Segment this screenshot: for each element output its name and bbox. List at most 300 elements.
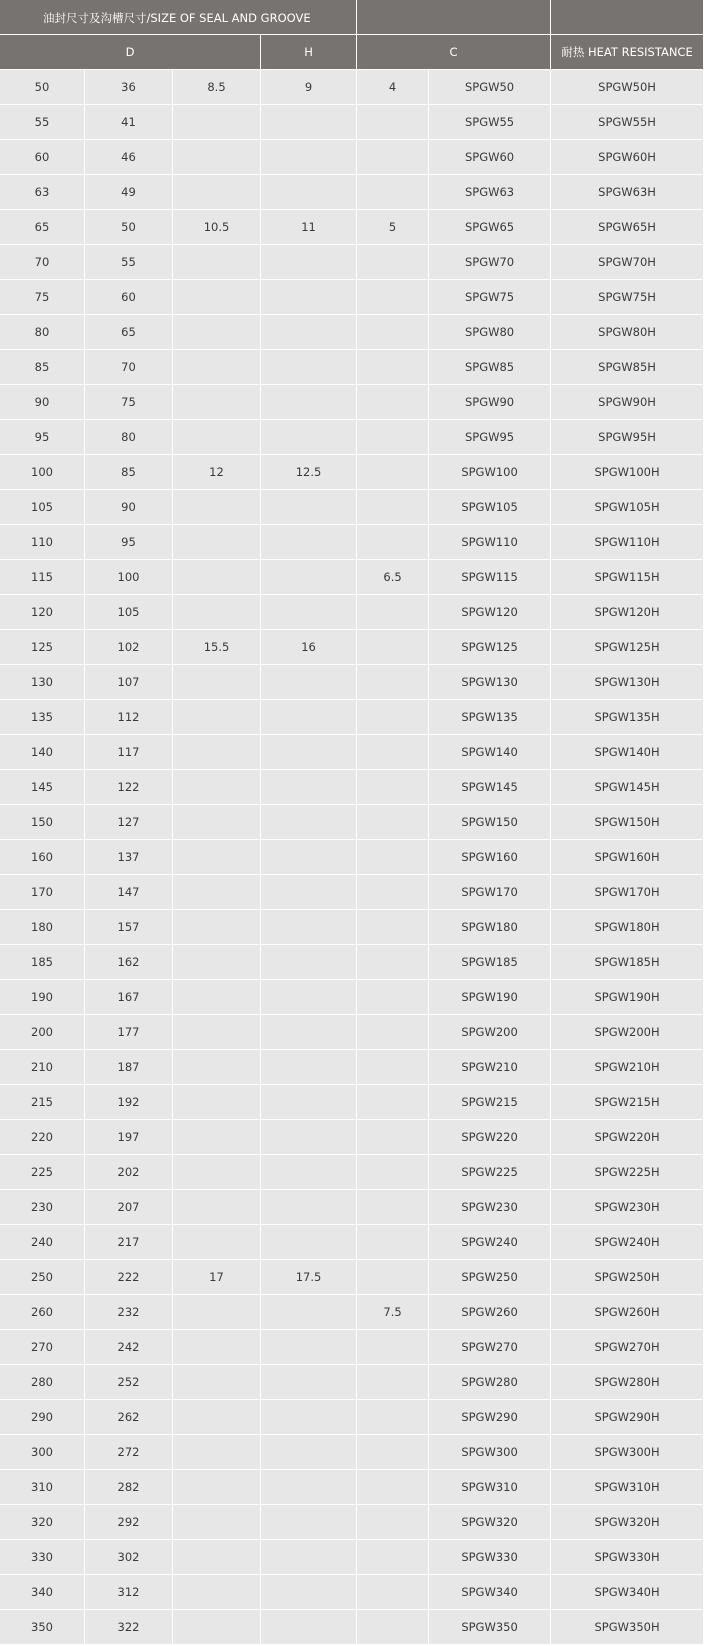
cell-col4: 16 [261, 630, 357, 665]
cell-col3 [173, 1225, 261, 1260]
table-row [0, 175, 704, 210]
cell-col1: 230 [0, 1190, 85, 1225]
cell-col3 [173, 1085, 261, 1120]
cell-col2: 112 [85, 700, 173, 735]
cell-col4 [261, 1505, 357, 1540]
cell-col2: 107 [85, 665, 173, 700]
cell-col1: 110 [0, 525, 85, 560]
cell-part-number: SPGW225 [429, 1155, 551, 1190]
cell-heat-part-number: SPGW300H [551, 1435, 704, 1470]
cell-col4: 11 [261, 210, 357, 245]
cell-col5 [357, 770, 429, 805]
cell-col5 [357, 350, 429, 385]
cell-col4 [261, 595, 357, 630]
table-row [0, 420, 704, 455]
table-row [0, 280, 704, 315]
cell-col1: 290 [0, 1400, 85, 1435]
cell-part-number: SPGW120 [429, 595, 551, 630]
cell-col5 [357, 175, 429, 210]
cell-col1: 85 [0, 350, 85, 385]
table-row [0, 1365, 704, 1400]
cell-col1: 80 [0, 315, 85, 350]
cell-col3 [173, 1400, 261, 1435]
cell-col3 [173, 1120, 261, 1155]
cell-col2: 217 [85, 1225, 173, 1260]
cell-col5 [357, 1575, 429, 1610]
table-row [0, 770, 704, 805]
cell-heat-part-number: SPGW320H [551, 1505, 704, 1540]
cell-heat-part-number: SPGW120H [551, 595, 704, 630]
cell-col4 [261, 1470, 357, 1505]
cell-col5 [357, 595, 429, 630]
cell-col5 [357, 945, 429, 980]
cell-col1: 145 [0, 770, 85, 805]
cell-col2: 85 [85, 455, 173, 490]
cell-col1: 170 [0, 875, 85, 910]
table-row [0, 1610, 704, 1645]
cell-col3 [173, 840, 261, 875]
cell-heat-part-number: SPGW80H [551, 315, 704, 350]
cell-col5 [357, 1085, 429, 1120]
cell-col3 [173, 1470, 261, 1505]
cell-col3 [173, 1050, 261, 1085]
cell-col3 [173, 525, 261, 560]
cell-col2: 197 [85, 1120, 173, 1155]
cell-heat-part-number: SPGW350H [551, 1610, 704, 1645]
cell-col1: 135 [0, 700, 85, 735]
cell-heat-part-number: SPGW145H [551, 770, 704, 805]
cell-col3: 12 [173, 455, 261, 490]
cell-col3 [173, 1505, 261, 1540]
cell-part-number: SPGW150 [429, 805, 551, 840]
table-row [0, 1190, 704, 1225]
cell-col5 [357, 1015, 429, 1050]
table-row [0, 140, 704, 175]
cell-part-number: SPGW140 [429, 735, 551, 770]
table-row [0, 1085, 704, 1120]
table-row [0, 315, 704, 350]
cell-col5: 5 [357, 210, 429, 245]
cell-col2: 137 [85, 840, 173, 875]
cell-col4 [261, 1540, 357, 1575]
table-title: 油封尺寸及沟槽尺寸/SIZE OF SEAL AND GROOVE [0, 0, 357, 35]
column-header-h: H [261, 35, 357, 70]
cell-col2: 41 [85, 105, 173, 140]
cell-part-number: SPGW80 [429, 315, 551, 350]
cell-heat-part-number: SPGW340H [551, 1575, 704, 1610]
cell-col2: 80 [85, 420, 173, 455]
cell-col5 [357, 1505, 429, 1540]
cell-col1: 240 [0, 1225, 85, 1260]
cell-heat-part-number: SPGW280H [551, 1365, 704, 1400]
cell-heat-part-number: SPGW60H [551, 140, 704, 175]
cell-heat-part-number: SPGW170H [551, 875, 704, 910]
cell-col4 [261, 560, 357, 595]
cell-heat-part-number: SPGW65H [551, 210, 704, 245]
cell-part-number: SPGW170 [429, 875, 551, 910]
table-row [0, 875, 704, 910]
cell-col3 [173, 700, 261, 735]
cell-col2: 49 [85, 175, 173, 210]
cell-col2: 127 [85, 805, 173, 840]
cell-heat-part-number: SPGW90H [551, 385, 704, 420]
cell-part-number: SPGW240 [429, 1225, 551, 1260]
cell-col4 [261, 910, 357, 945]
cell-col1: 185 [0, 945, 85, 980]
cell-col5 [357, 1435, 429, 1470]
cell-col2: 202 [85, 1155, 173, 1190]
cell-col5 [357, 105, 429, 140]
table-row [0, 630, 704, 665]
table-row [0, 105, 704, 140]
cell-part-number: SPGW350 [429, 1610, 551, 1645]
cell-part-number: SPGW130 [429, 665, 551, 700]
cell-part-number: SPGW63 [429, 175, 551, 210]
cell-part-number: SPGW180 [429, 910, 551, 945]
cell-col4 [261, 315, 357, 350]
cell-part-number: SPGW110 [429, 525, 551, 560]
cell-col1: 350 [0, 1610, 85, 1645]
cell-part-number: SPGW215 [429, 1085, 551, 1120]
cell-col4 [261, 980, 357, 1015]
table-title-row [0, 0, 704, 35]
table-row [0, 1470, 704, 1505]
cell-col3 [173, 490, 261, 525]
cell-col1: 300 [0, 1435, 85, 1470]
cell-part-number: SPGW135 [429, 700, 551, 735]
cell-col5 [357, 1610, 429, 1645]
cell-col4 [261, 1155, 357, 1190]
cell-col1: 220 [0, 1120, 85, 1155]
cell-col5 [357, 1225, 429, 1260]
cell-heat-part-number: SPGW160H [551, 840, 704, 875]
cell-col3 [173, 910, 261, 945]
cell-col5 [357, 1050, 429, 1085]
cell-col4 [261, 770, 357, 805]
cell-col1: 320 [0, 1505, 85, 1540]
cell-heat-part-number: SPGW230H [551, 1190, 704, 1225]
cell-heat-part-number: SPGW70H [551, 245, 704, 280]
cell-part-number: SPGW190 [429, 980, 551, 1015]
table-row [0, 1260, 704, 1295]
cell-col4 [261, 735, 357, 770]
cell-part-number: SPGW60 [429, 140, 551, 175]
cell-col2: 232 [85, 1295, 173, 1330]
table-row [0, 945, 704, 980]
cell-heat-part-number: SPGW260H [551, 1295, 704, 1330]
cell-col5 [357, 1330, 429, 1365]
cell-col1: 50 [0, 70, 85, 105]
cell-col3 [173, 1190, 261, 1225]
cell-heat-part-number: SPGW200H [551, 1015, 704, 1050]
cell-col3 [173, 945, 261, 980]
cell-col3 [173, 980, 261, 1015]
cell-col5 [357, 875, 429, 910]
cell-col5 [357, 840, 429, 875]
cell-col4 [261, 945, 357, 980]
cell-col2: 187 [85, 1050, 173, 1085]
cell-col2: 100 [85, 560, 173, 595]
cell-col1: 140 [0, 735, 85, 770]
cell-col1: 310 [0, 1470, 85, 1505]
column-header-row [0, 35, 704, 70]
cell-col5 [357, 490, 429, 525]
table-row [0, 840, 704, 875]
cell-heat-part-number: SPGW55H [551, 105, 704, 140]
table-row [0, 385, 704, 420]
cell-heat-part-number: SPGW290H [551, 1400, 704, 1435]
cell-col4: 12.5 [261, 455, 357, 490]
cell-col3: 15.5 [173, 630, 261, 665]
cell-col5 [357, 1470, 429, 1505]
cell-col5 [357, 420, 429, 455]
cell-heat-part-number: SPGW85H [551, 350, 704, 385]
table-row [0, 70, 704, 105]
cell-col5 [357, 1260, 429, 1295]
cell-heat-part-number: SPGW105H [551, 490, 704, 525]
cell-col3 [173, 245, 261, 280]
cell-col2: 222 [85, 1260, 173, 1295]
table-row [0, 1155, 704, 1190]
cell-part-number: SPGW125 [429, 630, 551, 665]
cell-col4 [261, 1330, 357, 1365]
cell-col2: 242 [85, 1330, 173, 1365]
cell-col1: 120 [0, 595, 85, 630]
cell-col1: 115 [0, 560, 85, 595]
cell-heat-part-number: SPGW63H [551, 175, 704, 210]
cell-heat-part-number: SPGW115H [551, 560, 704, 595]
cell-col3 [173, 105, 261, 140]
cell-col3 [173, 350, 261, 385]
cell-col2: 55 [85, 245, 173, 280]
cell-col2: 60 [85, 280, 173, 315]
cell-col5 [357, 385, 429, 420]
cell-heat-part-number: SPGW240H [551, 1225, 704, 1260]
table-row [0, 1400, 704, 1435]
cell-col2: 177 [85, 1015, 173, 1050]
cell-col2: 157 [85, 910, 173, 945]
cell-col4 [261, 385, 357, 420]
cell-col3 [173, 315, 261, 350]
cell-col1: 280 [0, 1365, 85, 1400]
cell-col2: 312 [85, 1575, 173, 1610]
cell-col2: 46 [85, 140, 173, 175]
cell-col1: 125 [0, 630, 85, 665]
cell-col4 [261, 665, 357, 700]
cell-col3 [173, 875, 261, 910]
cell-col4 [261, 875, 357, 910]
cell-col3 [173, 735, 261, 770]
cell-col5 [357, 525, 429, 560]
cell-col5 [357, 455, 429, 490]
cell-col5 [357, 805, 429, 840]
cell-col5 [357, 315, 429, 350]
cell-col5 [357, 735, 429, 770]
cell-heat-part-number: SPGW130H [551, 665, 704, 700]
cell-col3 [173, 280, 261, 315]
table-row [0, 1330, 704, 1365]
table-row [0, 1225, 704, 1260]
cell-col1: 160 [0, 840, 85, 875]
cell-col3 [173, 385, 261, 420]
cell-col3 [173, 560, 261, 595]
cell-col3 [173, 1540, 261, 1575]
cell-col1: 200 [0, 1015, 85, 1050]
cell-part-number: SPGW330 [429, 1540, 551, 1575]
cell-col2: 167 [85, 980, 173, 1015]
cell-col1: 260 [0, 1295, 85, 1330]
cell-col4: 17.5 [261, 1260, 357, 1295]
cell-col1: 75 [0, 280, 85, 315]
cell-part-number: SPGW230 [429, 1190, 551, 1225]
cell-col4: 9 [261, 70, 357, 105]
table-row [0, 525, 704, 560]
cell-col4 [261, 1610, 357, 1645]
cell-col5: 6.5 [357, 560, 429, 595]
cell-col4 [261, 1085, 357, 1120]
cell-col2: 95 [85, 525, 173, 560]
cell-col1: 100 [0, 455, 85, 490]
cell-part-number: SPGW250 [429, 1260, 551, 1295]
cell-heat-part-number: SPGW220H [551, 1120, 704, 1155]
cell-col2: 302 [85, 1540, 173, 1575]
cell-col3 [173, 1575, 261, 1610]
cell-part-number: SPGW90 [429, 385, 551, 420]
cell-col1: 215 [0, 1085, 85, 1120]
cell-col2: 65 [85, 315, 173, 350]
cell-col4 [261, 1400, 357, 1435]
table-row [0, 980, 704, 1015]
table-row [0, 245, 704, 280]
cell-col4 [261, 1295, 357, 1330]
cell-col1: 70 [0, 245, 85, 280]
table-row [0, 1120, 704, 1155]
cell-col2: 262 [85, 1400, 173, 1435]
table-row [0, 595, 704, 630]
cell-col2: 322 [85, 1610, 173, 1645]
cell-part-number: SPGW95 [429, 420, 551, 455]
cell-col4 [261, 490, 357, 525]
cell-col3 [173, 1610, 261, 1645]
cell-col4 [261, 105, 357, 140]
table-row [0, 490, 704, 525]
cell-col5 [357, 1540, 429, 1575]
header-blank-cell [357, 0, 551, 35]
cell-part-number: SPGW185 [429, 945, 551, 980]
cell-part-number: SPGW260 [429, 1295, 551, 1330]
cell-col5 [357, 1190, 429, 1225]
cell-col4 [261, 525, 357, 560]
cell-heat-part-number: SPGW225H [551, 1155, 704, 1190]
table-row [0, 910, 704, 945]
cell-col1: 105 [0, 490, 85, 525]
table-row [0, 350, 704, 385]
cell-col2: 117 [85, 735, 173, 770]
cell-heat-part-number: SPGW100H [551, 455, 704, 490]
cell-col5 [357, 665, 429, 700]
cell-col3 [173, 595, 261, 630]
cell-col1: 95 [0, 420, 85, 455]
cell-heat-part-number: SPGW330H [551, 1540, 704, 1575]
cell-col5 [357, 245, 429, 280]
cell-col4 [261, 350, 357, 385]
cell-col2: 207 [85, 1190, 173, 1225]
cell-col4 [261, 420, 357, 455]
cell-part-number: SPGW220 [429, 1120, 551, 1155]
cell-col3 [173, 770, 261, 805]
cell-heat-part-number: SPGW215H [551, 1085, 704, 1120]
cell-col4 [261, 140, 357, 175]
cell-col3: 10.5 [173, 210, 261, 245]
cell-part-number: SPGW200 [429, 1015, 551, 1050]
cell-heat-part-number: SPGW125H [551, 630, 704, 665]
table-row [0, 665, 704, 700]
cell-heat-part-number: SPGW135H [551, 700, 704, 735]
cell-col1: 225 [0, 1155, 85, 1190]
cell-col3 [173, 1155, 261, 1190]
cell-col2: 192 [85, 1085, 173, 1120]
cell-col3: 17 [173, 1260, 261, 1295]
cell-col1: 180 [0, 910, 85, 945]
cell-heat-part-number: SPGW95H [551, 420, 704, 455]
cell-heat-part-number: SPGW190H [551, 980, 704, 1015]
cell-col1: 65 [0, 210, 85, 245]
cell-col3 [173, 1015, 261, 1050]
table-row [0, 1435, 704, 1470]
cell-col3 [173, 665, 261, 700]
cell-heat-part-number: SPGW270H [551, 1330, 704, 1365]
table-row [0, 1015, 704, 1050]
cell-part-number: SPGW145 [429, 770, 551, 805]
cell-col5 [357, 1400, 429, 1435]
cell-col5: 4 [357, 70, 429, 105]
cell-col3 [173, 420, 261, 455]
cell-col4 [261, 700, 357, 735]
cell-col2: 272 [85, 1435, 173, 1470]
table-row [0, 1505, 704, 1540]
cell-col3 [173, 1295, 261, 1330]
table-row [0, 1050, 704, 1085]
cell-col2: 122 [85, 770, 173, 805]
cell-heat-part-number: SPGW75H [551, 280, 704, 315]
cell-col2: 252 [85, 1365, 173, 1400]
cell-col1: 130 [0, 665, 85, 700]
cell-col3 [173, 175, 261, 210]
cell-part-number: SPGW160 [429, 840, 551, 875]
cell-col5 [357, 1155, 429, 1190]
table-row [0, 700, 704, 735]
cell-col5: 7.5 [357, 1295, 429, 1330]
cell-col1: 210 [0, 1050, 85, 1085]
table-row [0, 805, 704, 840]
cell-part-number: SPGW105 [429, 490, 551, 525]
cell-col1: 150 [0, 805, 85, 840]
cell-col2: 36 [85, 70, 173, 105]
table-row [0, 455, 704, 490]
column-header-heat-resistance: 耐热 HEAT RESISTANCE [551, 35, 704, 70]
cell-col1: 250 [0, 1260, 85, 1295]
column-header-d: D [0, 35, 261, 70]
cell-col4 [261, 840, 357, 875]
cell-col5 [357, 980, 429, 1015]
cell-part-number: SPGW310 [429, 1470, 551, 1505]
cell-col2: 282 [85, 1470, 173, 1505]
cell-part-number: SPGW70 [429, 245, 551, 280]
cell-part-number: SPGW280 [429, 1365, 551, 1400]
cell-col5 [357, 1120, 429, 1155]
header-blank-cell [551, 0, 704, 35]
table-row [0, 1575, 704, 1610]
